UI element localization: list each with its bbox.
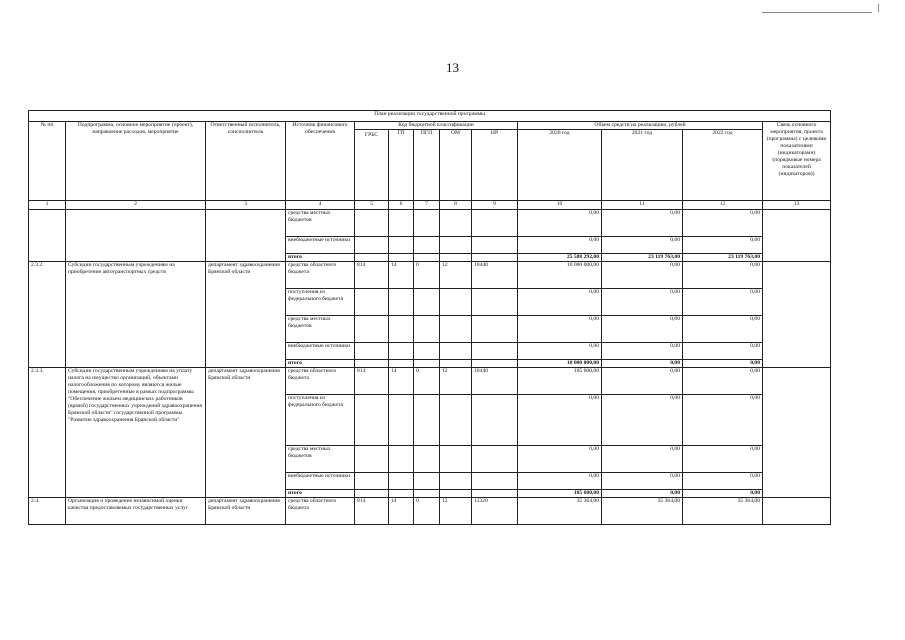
row-executor: департамент здравоохранения Брянской области [206,262,286,368]
margin-mark [878,4,879,12]
code-nr: 10440 [472,368,518,395]
code-gp: 14 [389,498,414,525]
amount-2021: 0,00 [602,473,683,490]
source-cell: поступления из федерального бюджета [286,289,355,316]
program-plan-table [28,110,831,525]
source-cell: внебюджетные источники [286,237,355,254]
indicator-link [763,262,831,368]
amount-2021: 0,00 [602,316,683,343]
amount-2022: 0,00 [683,316,763,343]
col-number: 2 [66,201,206,210]
amount-2022: 0,00 [683,368,763,395]
amount-2022: 23 119 763,00 [683,254,763,262]
header-om: ОМ [440,130,472,201]
table-caption: План реализации государственной программы [29,111,831,122]
code-om: 12 [440,498,472,525]
amount-2020: 0,00 [518,473,602,490]
code-gp: 14 [389,368,414,395]
code-nr: 11320 [472,498,518,525]
row-number: 2.3.2. [29,262,66,368]
col-number: 11 [602,201,683,210]
amount-2021: 0,00 [602,360,683,368]
header-amount-group: Объем средств на реализацию, рублей [518,122,763,130]
header-subprogram: Подпрограмма, основное мероприятие (проект), направление расходов, мероприятие [66,122,206,201]
table-row [29,498,831,525]
source-cell: итого [286,360,355,368]
code-nr: 10440 [472,262,518,289]
code-pgp: 0 [414,368,440,395]
amount-2020: 10 000 000,00 [518,360,602,368]
table-row [29,262,831,289]
table-row [29,368,831,395]
amount-2020: 25 588 292,00 [518,254,602,262]
code-grbs: 814 [355,368,389,395]
row-name: Организация и проведение независимой оценки качества предоставляемых государственных услуг [66,498,206,525]
source-cell: итого [286,490,355,498]
top-rule [762,12,872,13]
source-cell: средства областного бюджета [286,498,355,525]
col-number: 6 [389,201,414,210]
amount-2022: 0,00 [683,446,763,473]
amount-2020: 0,00 [518,316,602,343]
amount-2020: 35 364,00 [518,498,602,525]
amount-2022: 0,00 [683,490,763,498]
header-pgp: ПГП [414,130,440,201]
row-number: 2.3.3. [29,368,66,498]
row-number [29,210,66,262]
header-year-2021: 2021 год [602,130,683,201]
code-om: 12 [440,368,472,395]
header-indicator-link: Связь основного мероприятия, проекта (программы) с целевыми показателями (индикаторами) (порядковые номера показателей (индикаторов)) [763,122,831,201]
table-row [29,210,831,237]
amount-2022: 0,00 [683,237,763,254]
header-year-2020: 2020 год [518,130,602,201]
amount-2021: 0,00 [602,343,683,360]
col-number: 12 [683,201,763,210]
amount-2020: 10 000 000,00 [518,262,602,289]
amount-2021: 0,00 [602,490,683,498]
amount-2022: 0,00 [683,343,763,360]
source-cell: средства местных бюджетов [286,316,355,343]
col-number: 9 [472,201,518,210]
source-cell: средства областного бюджета [286,262,355,289]
page-number: 13 [446,60,459,75]
code-om: 12 [440,262,472,289]
program-plan-table-wrapper [28,110,830,525]
header-grbs: ГРБС [355,130,389,201]
row-executor [206,210,286,262]
amount-2022: 0,00 [683,262,763,289]
code-pgp: 0 [414,262,440,289]
amount-2022: 0,00 [683,360,763,368]
column-number-row [29,201,831,210]
col-number: 13 [763,201,831,210]
amount-2020: 0,00 [518,237,602,254]
header-source: Источник финансового обеспечения [286,122,355,201]
col-number: 3 [206,201,286,210]
col-number: 1 [29,201,66,210]
source-cell: средства местных бюджетов [286,210,355,237]
amount-2021: 0,00 [602,262,683,289]
amount-2021: 0,00 [602,289,683,316]
row-name: Субсидии государственным учреждениям на уплату налога на имущество организаций, объектами налогообложения по которому являются жилые помещения, приобретенные в рамках подпрограммы "Обеспечение жильем медицинских работников (врачей) государственных учреждений здравоохранения Брянской области" государственной программы "Развитие здравоохранения Брянской области" [66,368,206,498]
col-number: 7 [414,201,440,210]
row-name: Субсидии государственным учреждениям на приобретение автотранспортных средств [66,262,206,368]
col-number: 10 [518,201,602,210]
header-executor: Ответственный исполнитель, соисполнитель [206,122,286,201]
amount-2021: 35 364,00 [602,498,683,525]
amount-2022: 0,00 [683,210,763,237]
source-cell: средства местных бюджетов [286,446,355,473]
amount-2022: 0,00 [683,395,763,446]
row-number: 2.4. [29,498,66,525]
source-cell: итого [286,254,355,262]
amount-2020: 0,00 [518,395,602,446]
header-year-2022: 2022 год [683,130,763,201]
amount-2020: 0,00 [518,210,602,237]
row-executor: департамент здравоохранения Брянской области [206,498,286,525]
amount-2021: 23 119 763,00 [602,254,683,262]
amount-2020: 105 600,00 [518,490,602,498]
code-pgp: 0 [414,498,440,525]
amount-2020: 0,00 [518,289,602,316]
code-grbs: 814 [355,262,389,289]
source-cell: внебюджетные источники [286,343,355,360]
amount-2020: 0,00 [518,343,602,360]
amount-2022: 0,00 [683,473,763,490]
amount-2021: 0,00 [602,368,683,395]
indicator-link [763,368,831,498]
amount-2020: 0,00 [518,446,602,473]
amount-2020: 105 600,00 [518,368,602,395]
amount-2022: 0,00 [683,289,763,316]
amount-2021: 0,00 [602,446,683,473]
col-number: 4 [286,201,355,210]
amount-2022: 35 364,00 [683,498,763,525]
header-code-group: Код бюджетной классификации [355,122,518,130]
amount-2021: 0,00 [602,395,683,446]
code-gp: 14 [389,262,414,289]
col-number: 8 [440,201,472,210]
header-number: № пп [29,122,66,201]
source-cell: внебюджетные источники [286,473,355,490]
source-cell: поступления из федерального бюджета [286,395,355,446]
row-name [66,210,206,262]
indicator-link [763,498,831,525]
amount-2021: 0,00 [602,237,683,254]
col-number: 5 [355,201,389,210]
header-nr: НР [472,130,518,201]
header-gp: ГП [389,130,414,201]
source-cell: средства областного бюджета [286,368,355,395]
row-executor: департамент здравоохранения Брянской области [206,368,286,498]
indicator-link [763,210,831,262]
code-grbs: 814 [355,498,389,525]
amount-2021: 0,00 [602,210,683,237]
